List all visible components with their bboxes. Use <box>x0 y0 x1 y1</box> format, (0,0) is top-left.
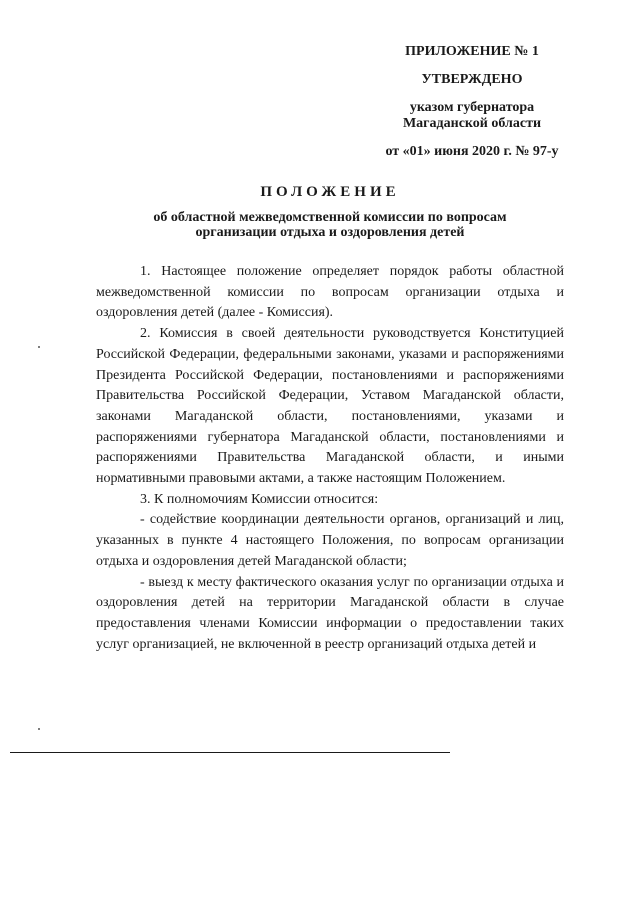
decree-line-1: указом губернатора <box>409 100 535 115</box>
decree-reference <box>362 100 582 132</box>
subtitle-line-1: об областной межведомственной комиссии по вопросам <box>153 210 507 225</box>
appendix-label: ПРИЛОЖЕНИЕ № 1 <box>405 44 539 59</box>
document-title: ПОЛОЖЕНИЕ <box>260 184 400 200</box>
scan-speck <box>38 346 40 348</box>
approval-header <box>362 44 582 160</box>
document-body <box>96 262 564 655</box>
decree-date: от «01» июня 2020 г. № 97-у <box>385 144 559 159</box>
decree-line-2: Магаданской области <box>402 116 542 131</box>
document-subtitle <box>120 210 540 240</box>
paragraph-4: - содействие координации деятельности органов, организаций и лиц, указанных в пункте 4 настоящего Положения, по вопросам организации отдыха и оздоровления детей Магаданской области; <box>96 512 564 569</box>
subtitle-line-2: организации отдыха и оздоровления детей <box>195 225 465 240</box>
footnote-divider <box>10 752 450 753</box>
scan-speck <box>38 728 40 730</box>
approved-label: УТВЕРЖДЕНО <box>421 72 523 87</box>
paragraph-5: - выезд к месту фактического оказания услуг по организации отдыха и оздоровления детей на территории Магаданской области в случае предоставления членами Комиссии информации о предоставлении таких услуг организацией, не включенной в реестр организаций отдыха детей и <box>96 574 564 652</box>
paragraph-2: 2. Комиссия в своей деятельности руководствуется Конституцией Российской Федерации, федеральными законами, указами и распоряжениями Президента Российской Федерации, постановлениями и распоряжениями Правительства Российской Федерации, Уставом Магаданской области, законами Магаданской области, постановлениями, указами и распоряжениями губернатора Магаданской области, постановлениями и распоряжениями Правительства Магаданской области, и иными нормативными правовыми актами, а также настоящим Положением. <box>96 326 564 487</box>
paragraph-1: 1. Настоящее положение определяет порядок работы областной межведомственной комиссии по вопросам организации отдыха и оздоровления детей (далее - Комиссия). <box>96 264 564 321</box>
paragraph-3: 3. К полномочиям Комиссии относится: <box>140 491 379 507</box>
